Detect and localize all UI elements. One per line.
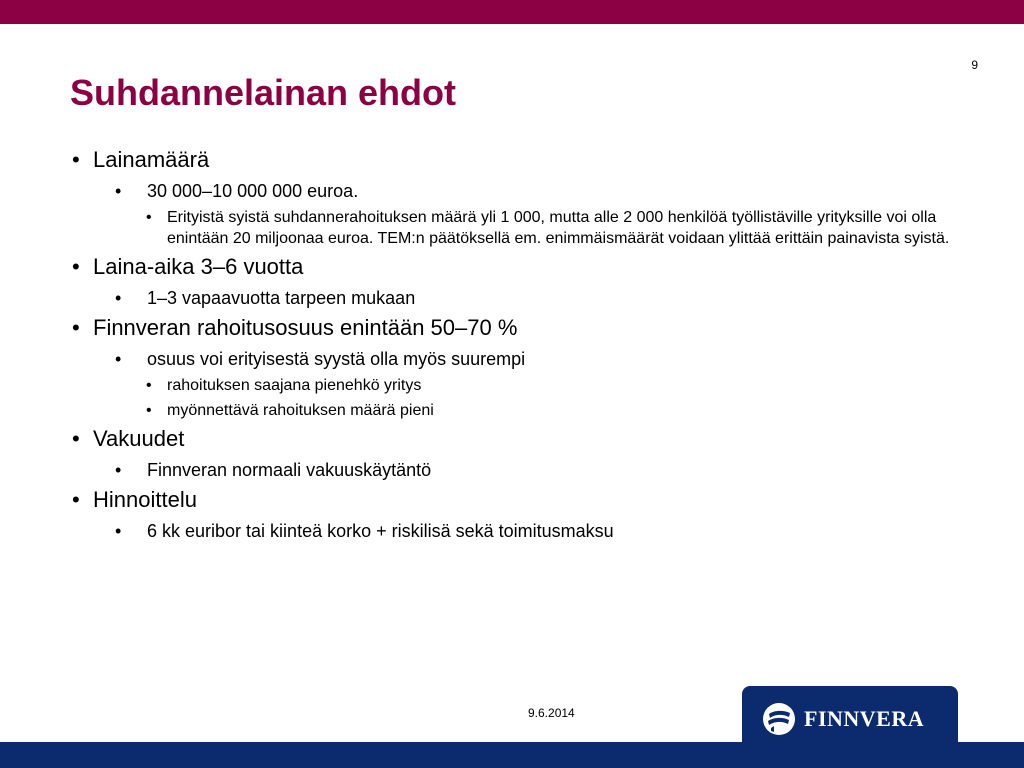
- bullet-dot: •: [72, 147, 80, 172]
- bullet-dot: •: [115, 521, 122, 541]
- bullet-dot: •: [146, 377, 152, 394]
- bullet-text: Lainamäärä: [93, 147, 210, 172]
- slide-title: Suhdannelainan ehdot: [70, 72, 457, 113]
- sub-sub-bullet-item: [70, 207, 980, 249]
- sub-sub-bullet-item: [70, 400, 980, 421]
- bullet-item: [70, 314, 980, 342]
- sub-sub-bullet-item: [70, 375, 980, 396]
- bullet-text: Vakuudet: [93, 426, 185, 451]
- bullet-dot: •: [146, 209, 152, 226]
- bullet-dot: •: [115, 460, 122, 480]
- bullet-dot: •: [72, 254, 80, 279]
- finnvera-logo-icon: [762, 702, 796, 736]
- sub-bullet-item: [70, 519, 980, 543]
- bullet-dot: •: [72, 487, 80, 512]
- bullet-dot: •: [72, 315, 80, 340]
- bullet-dot: •: [115, 288, 122, 308]
- sub-bullet-text: osuus voi erityisestä syystä olla myös suurempi: [147, 349, 526, 369]
- bullet-item: [70, 146, 980, 174]
- sub-sub-bullet-text: myönnettävä rahoituksen määrä pieni: [167, 402, 434, 419]
- bullet-item: [70, 486, 980, 514]
- bullet-text: Finnveran rahoitusosuus enintään 50–70 %: [93, 315, 518, 340]
- bullet-text: Hinnoittelu: [93, 487, 197, 512]
- bullet-dot: •: [115, 349, 122, 369]
- bullet-text: Laina-aika 3–6 vuotta: [93, 254, 304, 279]
- sub-bullet-text: Finnveran normaali vakuuskäytäntö: [147, 460, 432, 480]
- bullet-list: [70, 146, 980, 543]
- page-number: 9: [971, 58, 978, 72]
- bullet-dot: •: [146, 402, 152, 419]
- top-accent-bar: [0, 0, 1024, 24]
- sub-bullet-item: [70, 347, 980, 371]
- sub-sub-bullet-text: Erityistä syistä suhdannerahoituksen määrä yli 1 000, mutta alle 2 000 henkilöä työllistäville yrityksille voi olla enintään 20 miljoonaa euroa. TEM:n päätöksellä em. enimmäismäärät voidaan ylittää erittäin painavista syistä.: [167, 209, 950, 247]
- sub-bullet-item: [70, 458, 980, 482]
- sub-bullet-item: [70, 286, 980, 310]
- bullet-dot: •: [72, 426, 80, 451]
- slide-date: 9.6.2014: [528, 706, 575, 720]
- sub-bullet-text: 6 kk euribor tai kiinteä korko + riskilisä sekä toimitusmaksu: [147, 521, 614, 541]
- bullet-item: [70, 425, 980, 453]
- sub-bullet-text: 30 000–10 000 000 euroa.: [147, 181, 359, 201]
- finnvera-logo: [742, 686, 958, 768]
- sub-sub-bullet-text: rahoituksen saajana pienehkö yritys: [167, 377, 422, 394]
- sub-bullet-text: 1–3 vapaavuotta tarpeen mukaan: [147, 288, 416, 308]
- sub-bullet-item: [70, 179, 980, 203]
- bullet-dot: •: [115, 181, 122, 201]
- bullet-item: [70, 253, 980, 281]
- logo-text: FINNVERA: [804, 706, 925, 731]
